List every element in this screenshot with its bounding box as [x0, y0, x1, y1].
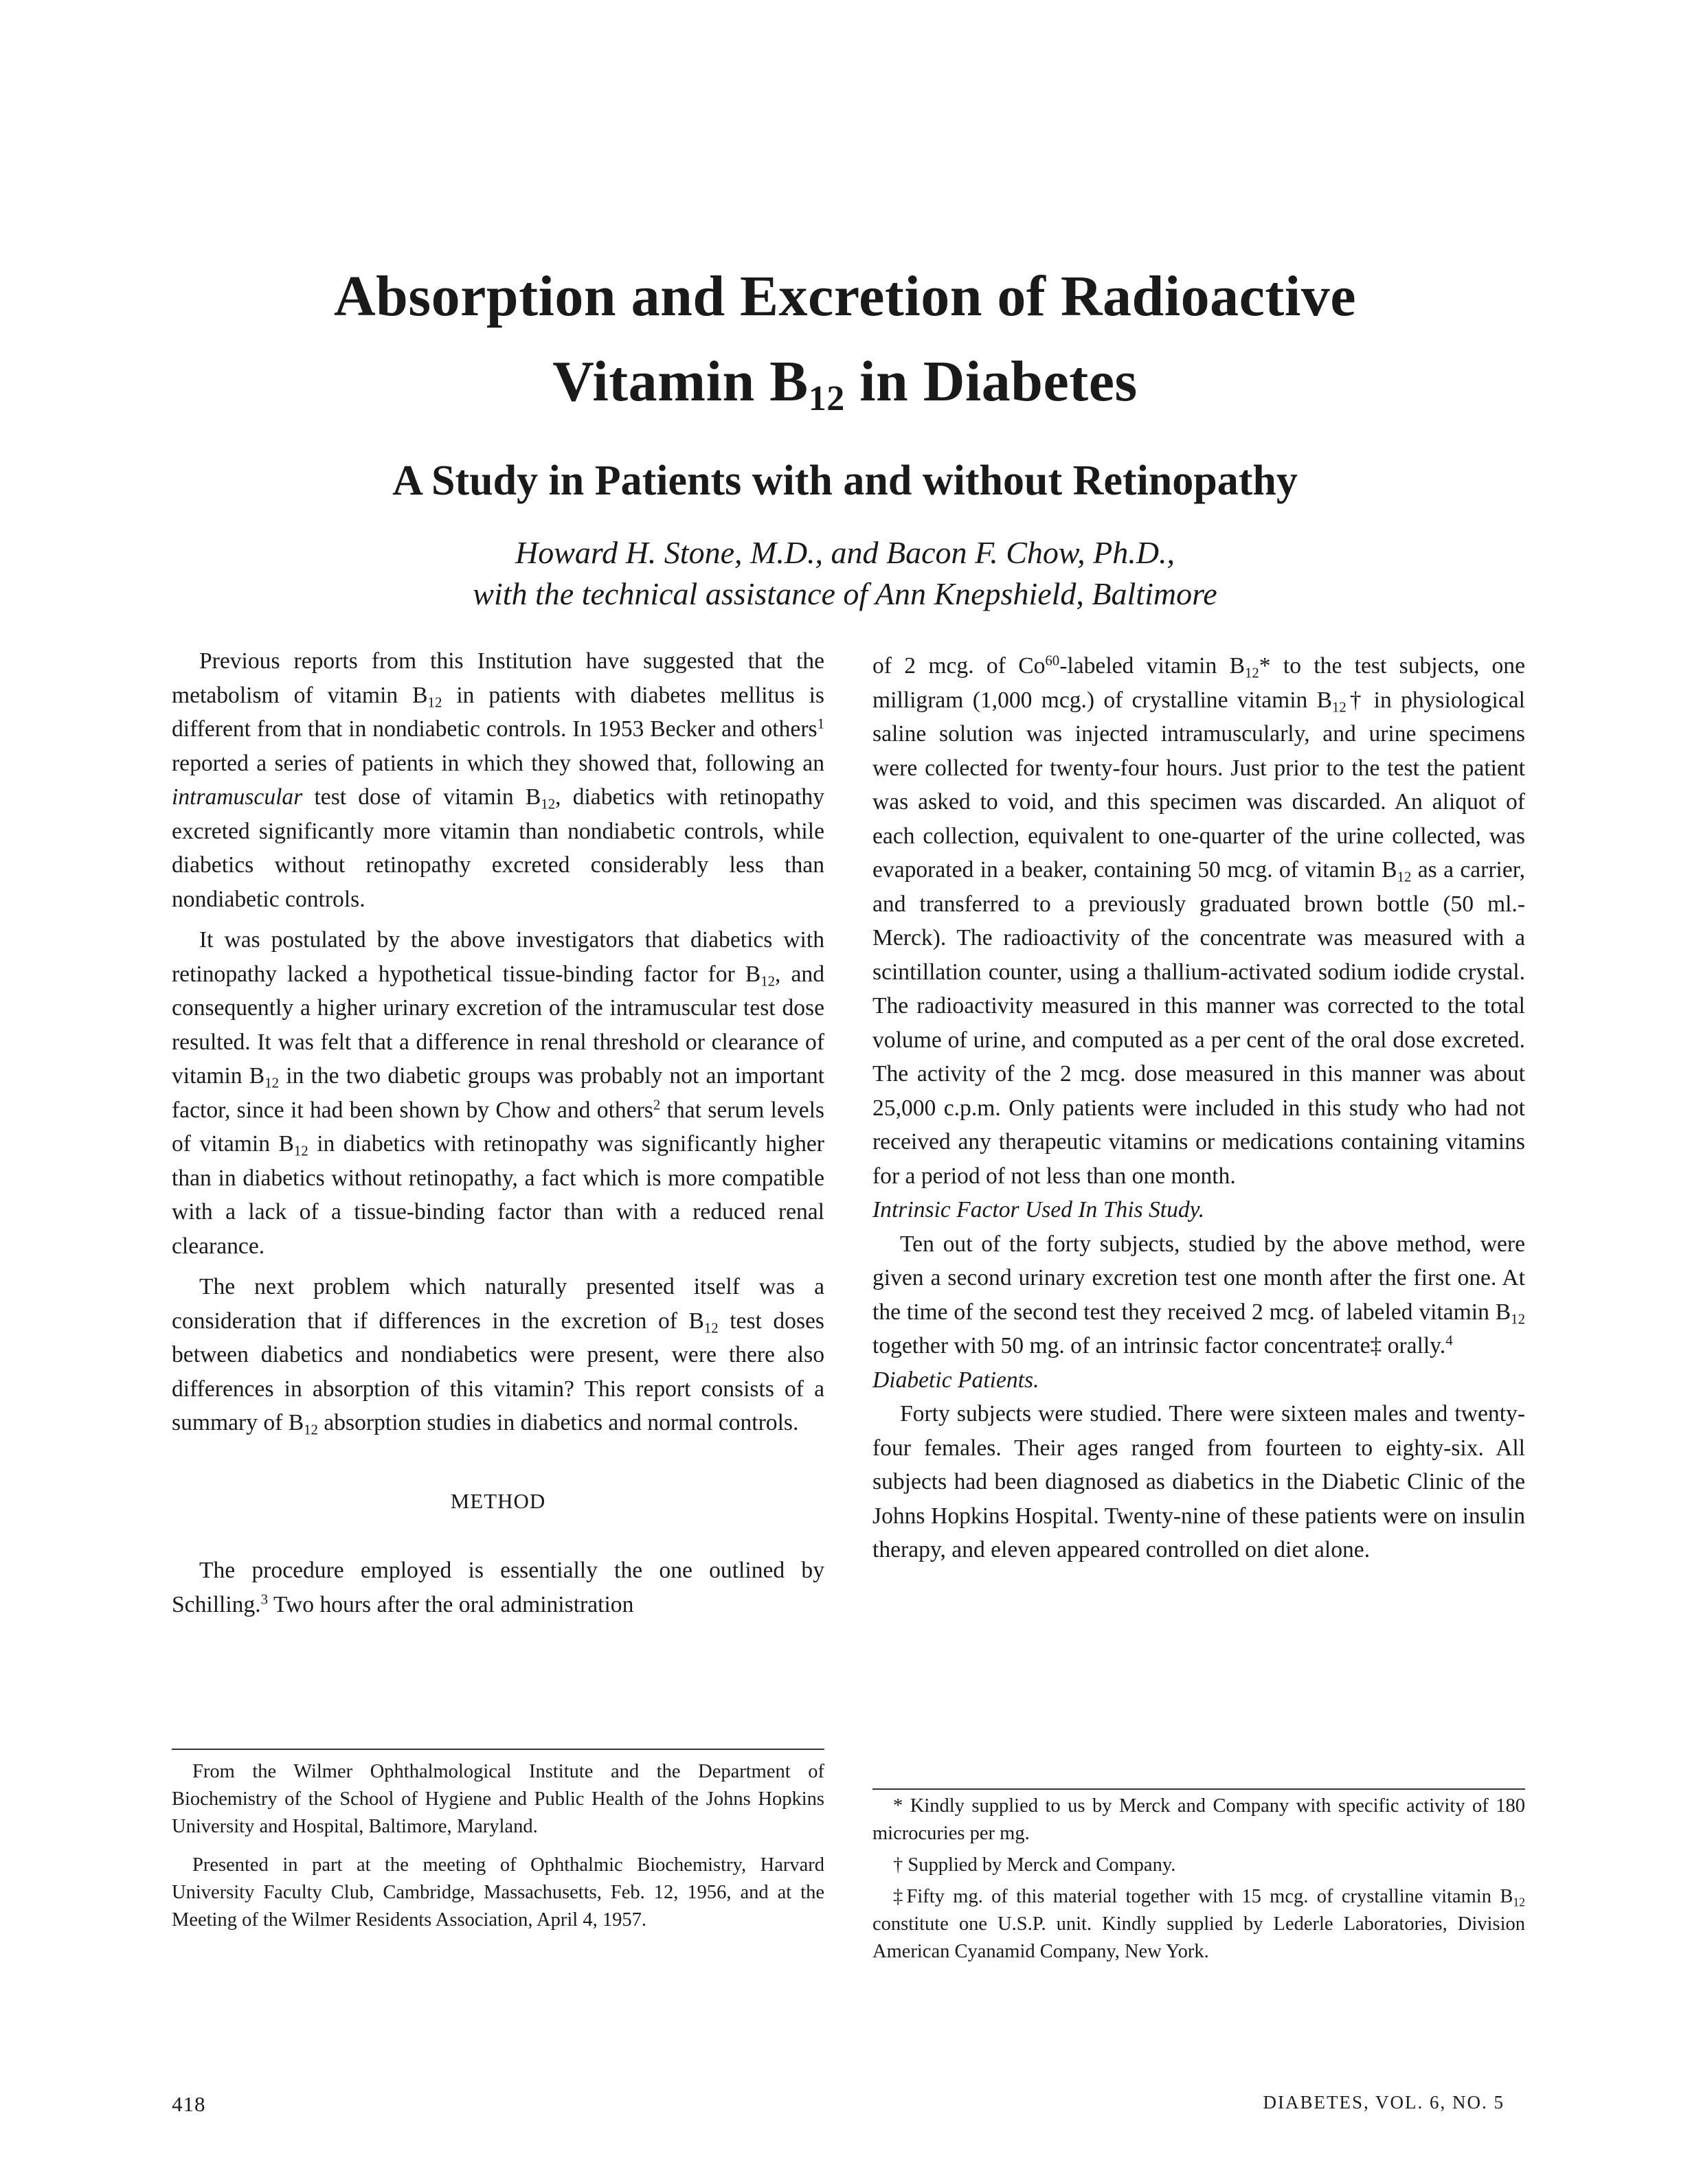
footnote-presented: Presented in part at the meeting of Ophthalmic Biochemistry, Harvard University Faculty Club, Cambridge, Massachusetts, Feb. 12, 1956, and at the Meeting of the Wilmer Residents Association, April 4, 1957.: [172, 1854, 824, 1931]
footnote-rule-left: [172, 1749, 824, 1750]
footnote-double-dagger: ‡Fifty mg. of this material together with 15 mcg. of crystalline vitamin $B_{12}$ constitute one U.S.P. unit. Kindly supplied by Lederle Laboratories, Division American Cyanamid Company, New York.: [872, 1886, 1525, 1962]
title-line-1: Absorption and Excretion of Radioactive: [334, 264, 1356, 328]
footnotes-right: [872, 1793, 1525, 1970]
footnote-dagger: † Supplied by Merck and Company.: [893, 1854, 1176, 1876]
paragraph-1: Previous reports from this Institution have suggested that the metabolism of vitamin $B_{12}$ in patients with diabetes mellitus is different from that in nondiabetic controls. In 1953 Becker and others$^1$ reported a series of patients in which they showed that, following an intramuscular test dose of vitamin $B_{12}$, diabetics with retinopathy excreted significantly more vitamin than nondiabetic controls, while diabetics without retinopathy excreted considerably less than nondiabetic controls.: [172, 648, 824, 912]
title-line-2: [172, 339, 1518, 424]
paragraph-5: of 2 mcg. of Co$^{60}$-labeled vitamin $B_{12}*$ to the test subjects, one milligram (1,000 mcg.) of crystalline vitamin $B_{12}\dagger$ in physiological saline solution was injected intramuscularly, and urine specimens were collected for twenty-four hours. Just prior to the test the patient was asked to void, and this specimen was discarded. An aliquot of each collection, equivalent to one-quarter of the urine collected, was evaporated in a beaker, containing 50 mcg. of vitamin $B_{12}$ as a carrier, and transferred to a previously graduated brown bottle (50 ml.-Merck). The radioactivity of the concentrate was measured with a scintillation counter, using a thallium-activated sodium iodide crystal. The radioactivity measured in this manner was corrected to the total volume of urine, and computed as a per cent of the oral dose excreted. The activity of the 2 mcg. dose measured in this manner was about 25,000 c.p.m. Only patients were included in this study who had not received any therapeutic vitamins or medications containing vitamins for a period of not less than one month.: [872, 652, 1525, 1189]
subheading-diabetic-patients: Diabetic Patients.: [872, 1367, 1039, 1393]
paragraph-3: The next problem which naturally presented itself was a consideration that if differences in the excretion of $B_{12}$ test doses between diabetics and nondiabetics were present, were there also differences in absorption of this vitamin? This report consists of a summary of $B_{12}$ absorption studies in diabetics and normal controls.: [172, 1274, 824, 1438]
author-byline: [172, 532, 1518, 615]
title-text: Vitamin B: [552, 350, 809, 413]
paragraph-7: Forty subjects were studied. There were sixteen males and twenty-four females. Their ages ranged from fourteen to eighty-six. All subjects had been diagnosed as diabetics in the Diabetic Clinic of the Johns Hopkins Hospital. Twenty-nine of these patients were on insulin therapy, and eleven appeared controlled on diet alone.: [872, 1401, 1525, 1562]
article-title: [172, 254, 1518, 424]
journal-footer: DIABETES, VOL. 6, NO. 5: [1263, 2092, 1505, 2113]
author-line-2: with the technical assistance of Ann Knepshield, Baltimore: [473, 576, 1217, 611]
author-line-1: Howard H. Stone, M.D., and Bacon F. Chow, Ph.D.,: [515, 535, 1175, 570]
subheading-intrinsic-factor: Intrinsic Factor Used In This Study.: [872, 1197, 1205, 1222]
title-text: in Diabetes: [844, 350, 1138, 413]
right-column: [872, 649, 1525, 1567]
paragraph-4: The procedure employed is essentially the one outlined by Schilling.$^3$ Two hours after the oral administration: [172, 1558, 824, 1617]
footnotes-left: [172, 1758, 824, 1945]
footnote-asterisk: * Kindly supplied to us by Merck and Company with specific activity of 180 microcuries per mg.: [872, 1795, 1525, 1844]
page-number: 418: [172, 2092, 206, 2116]
paragraph-6: Ten out of the forty subjects, studied by the above method, were given a second urinary excretion test one month after the first one. At the time of the second test they received 2 mcg. of labeled vitamin $B_{12}$ together with 50 mg. of an intrinsic factor concentrate‡ orally.$^4$: [872, 1231, 1525, 1358]
title-subscript: 12: [808, 379, 845, 418]
article-subtitle: A Study in Patients with and without Retinopathy: [392, 457, 1298, 504]
paragraph-2: It was postulated by the above investigators that diabetics with retinopathy lacked a hypothetical tissue-binding factor for $B_{12}$, and consequently a higher urinary excretion of the intramuscular test dose resulted. It was felt that a difference in renal threshold or clearance of vitamin $B_{12}$ in the two diabetic groups was probably not an important factor, since it had been shown by Chow and others$^2$ that serum levels of vitamin $B_{12}$ in diabetics with retinopathy was significantly higher than in diabetics without retinopathy, a fact which is more compatible with a lack of a tissue-binding factor than with a reduced renal clearance.: [172, 927, 825, 1259]
section-heading-method: METHOD: [450, 1488, 546, 1513]
footnote-affiliation: From the Wilmer Ophthalmological Institute and the Department of Biochemistry of the School of Hygiene and Public Health of the Johns Hopkins University and Hospital, Baltimore, Maryland.: [172, 1761, 824, 1837]
footnote-rule-right: [872, 1788, 1525, 1790]
left-column: [172, 644, 824, 1622]
